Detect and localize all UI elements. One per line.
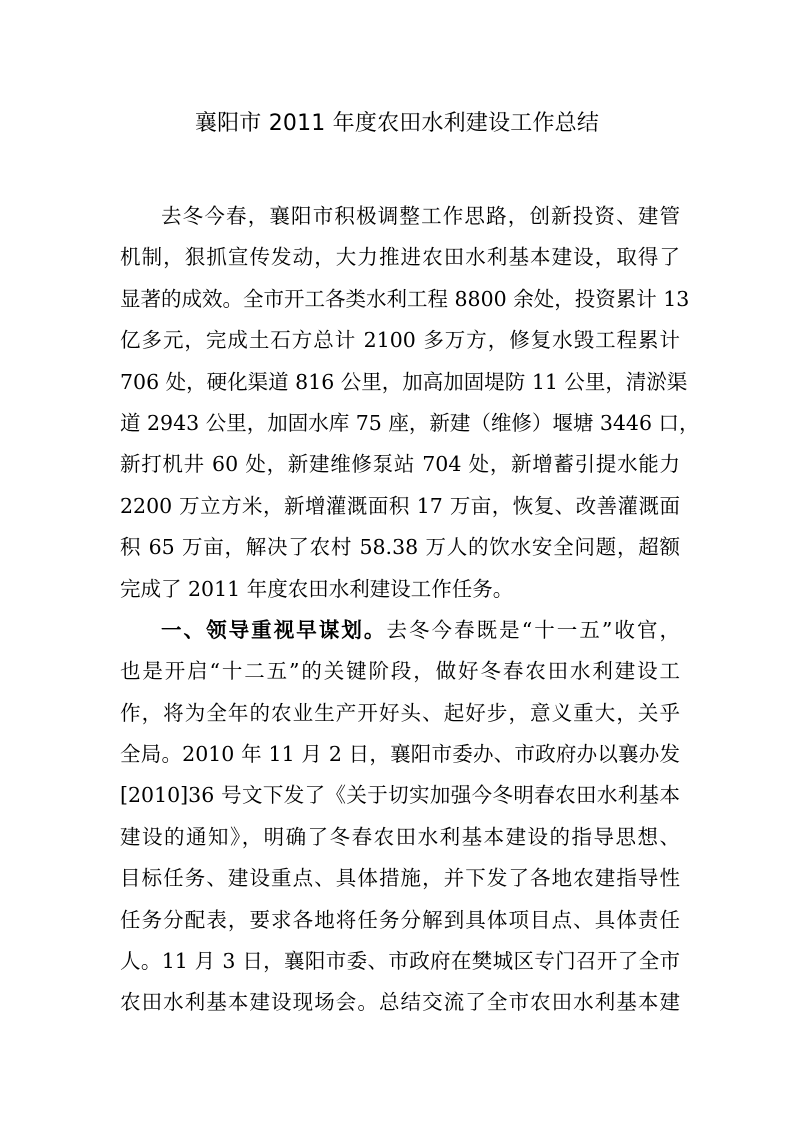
paragraph-line: 积 65 万亩，解决了农村 58.38 万人的饮水安全问题，超额 — [120, 535, 680, 560]
paragraph-line: 任务分配表，要求各地将任务分解到具体项目点、具体责任 — [120, 907, 680, 932]
paragraph-line: 也是开启“十二五”的关键阶段，做好冬春农田水利建设工 — [120, 659, 680, 684]
paragraph-line: 新打机井 60 处，新建维修泵站 704 处，新增蓄引提水能力 — [120, 452, 680, 477]
section-heading: 一、领导重视早谋划。 — [161, 617, 387, 642]
paragraph-line: 道 2943 公里，加固水库 75 座，新建（维修）堰塘 3446 口， — [120, 410, 700, 435]
paragraph-line: [2010]36 号文下发了《关于切实加强今冬明春农田水利基本 — [120, 783, 680, 808]
paragraph-line: 显著的成效。全市开工各类水利工程 8800 余处，投资累计 13 — [120, 286, 690, 311]
paragraph-line: 农田水利基本建设现场会。总结交流了全市农田水利基本建 — [120, 990, 680, 1015]
paragraph-line: 2200 万立方米，新增灌溉面积 17 万亩，恢复、改善灌溉面 — [120, 493, 680, 518]
paragraph-line — [120, 610, 680, 651]
paragraph-line: 亿多元，完成土石方总计 2100 多万方，修复水毁工程累计 — [120, 328, 680, 353]
paragraph-line: 完成了 2011 年度农田水利建设工作任务。 — [120, 576, 514, 601]
paragraph-line: 建设的通知》，明确了冬春农田水利基本建设的指导思想、 — [120, 824, 680, 849]
paragraph-text: 去冬今春既是“十一五”收官， — [386, 617, 680, 642]
paragraph-line: 人。11 月 3 日，襄阳市委、市政府在樊城区专门召开了全市 — [120, 949, 680, 974]
paragraph-line: 去冬今春，襄阳市积极调整工作思路，创新投资、建管 — [161, 204, 680, 228]
paragraph-line: 目标任务、建设重点、具体措施，并下发了各地农建指导性 — [120, 866, 680, 891]
paragraph-line: 机制，狠抓宣传发动，大力推进农田水利基本建设，取得了 — [120, 245, 680, 270]
document-body — [120, 196, 700, 1024]
paragraph-line: 全局。2010 年 11 月 2 日，襄阳市委办、市政府办以襄办发 — [120, 742, 680, 767]
page-title: 襄阳市 2011 年度农田水利建设工作总结 — [194, 111, 600, 136]
paragraph-line: 706 处，硬化渠道 816 公里，加高加固堤防 11 公里，清淤渠 — [120, 369, 688, 394]
paragraph-line: 作，将为全年的农业生产开好头、起好步，意义重大，关乎 — [120, 700, 680, 725]
